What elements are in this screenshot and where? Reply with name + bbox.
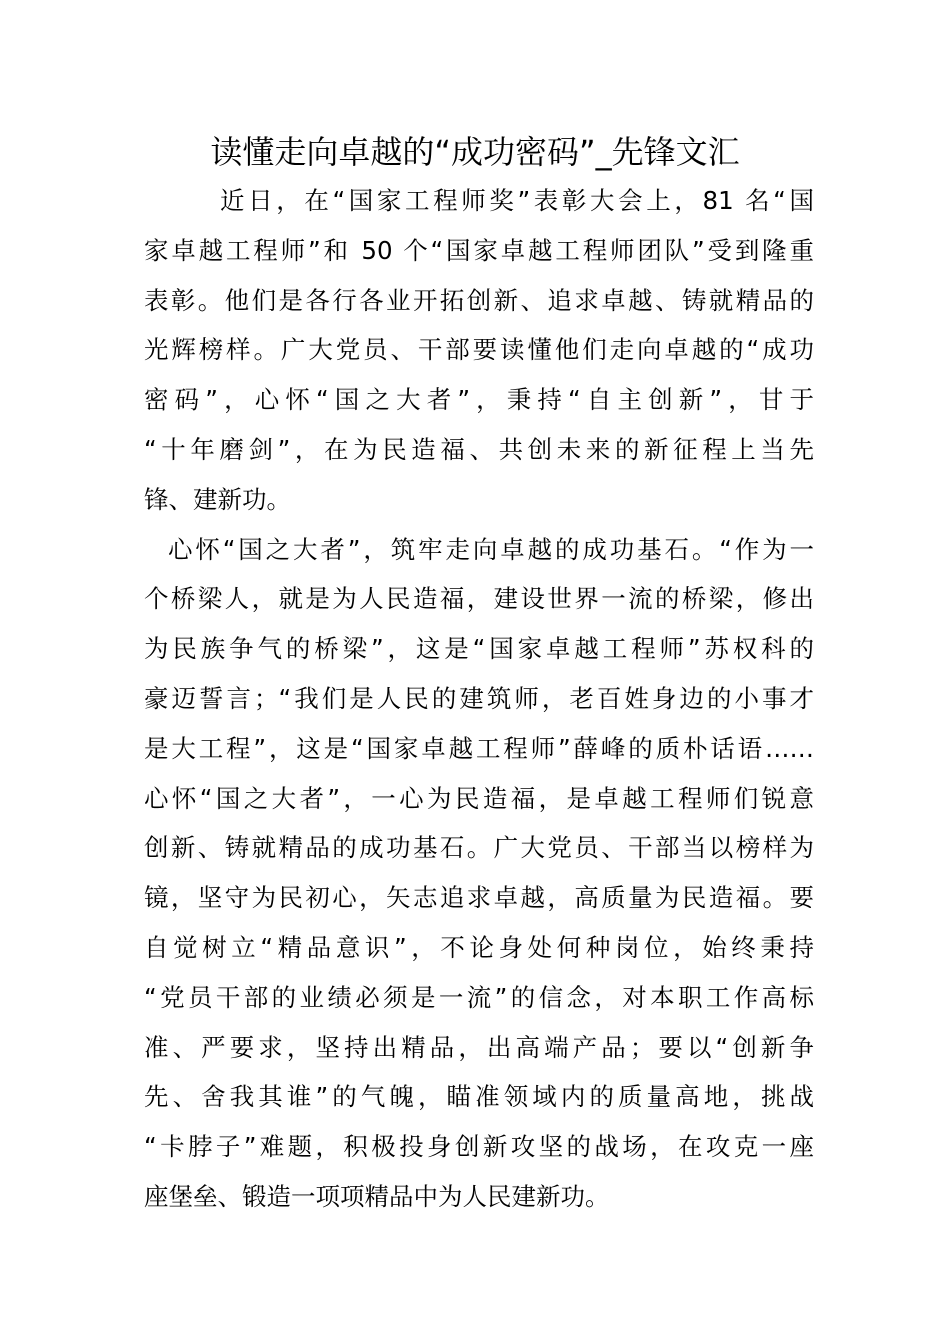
paragraph-2 — [144, 525, 814, 1222]
paragraph-line: 光辉榜样。广大党员、干部要读懂他们走向卓越的“成功 — [144, 335, 814, 365]
document-body — [144, 176, 814, 1222]
paragraph-line: 座堡垒、锻造一项项精品中为人民建新功。 — [144, 1181, 610, 1211]
paragraph-line: “十年磨剑”，在为民造福、共创未来的新征程上当先 — [144, 434, 814, 464]
paragraph-line: 为民族争气的桥梁”，这是“国家卓越工程师”苏权科的 — [144, 634, 814, 664]
paragraph-line: 近日，在“国家工程师奖”表彰大会上，81 名“国 — [220, 186, 814, 215]
paragraph-line: 个桥梁人，就是为人民造福，建设世界一流的桥梁，修出 — [144, 584, 814, 614]
paragraph-line: “党员干部的业绩必须是一流”的信念，对本职工作高标 — [144, 982, 814, 1012]
paragraph-line: 先、舍我其谁”的气魄，瞄准领域内的质量高地，挑战 — [144, 1082, 814, 1112]
paragraph-1 — [144, 176, 814, 525]
paragraph-line: 镜，坚守为民初心，矢志追求卓越，高质量为民造福。要 — [144, 883, 814, 913]
paragraph-line: 表彰。他们是各行各业开拓创新、追求卓越、铸就精品的 — [144, 285, 814, 315]
paragraph-line: 密码”，心怀“国之大者”，秉持“自主创新”，甘于 — [144, 385, 814, 415]
document-title: 读懂走向卓越的“成功密码”_先锋文汇 — [210, 133, 740, 171]
paragraph-line: 准、严要求，坚持出精品，出高端产品；要以“创新争 — [144, 1032, 814, 1062]
paragraph-line: 自觉树立“精品意识”，不论身处何种岗位，始终秉持 — [144, 932, 814, 962]
paragraph-line: 心怀“国之大者”，筑牢走向卓越的成功基石。“作为一 — [168, 534, 814, 564]
paragraph-line: “卡脖子”难题，积极投身创新攻坚的战场，在攻克一座 — [144, 1132, 814, 1162]
paragraph-line: 豪迈誓言；“我们是人民的建筑师，老百姓身边的小事才 — [144, 683, 814, 713]
paragraph-line: 创新、铸就精品的成功基石。广大党员、干部当以榜样为 — [144, 833, 814, 863]
paragraph-line: 锋、建新功。 — [144, 484, 291, 514]
paragraph-line: 心怀“国之大者”，一心为民造福，是卓越工程师们锐意 — [144, 783, 814, 813]
paragraph-line: 是大工程”，这是“国家卓越工程师”薛峰的质朴话语…… — [144, 733, 814, 763]
paragraph-line: 家卓越工程师”和 50 个“国家卓越工程师团队”受到隆重 — [144, 235, 814, 265]
